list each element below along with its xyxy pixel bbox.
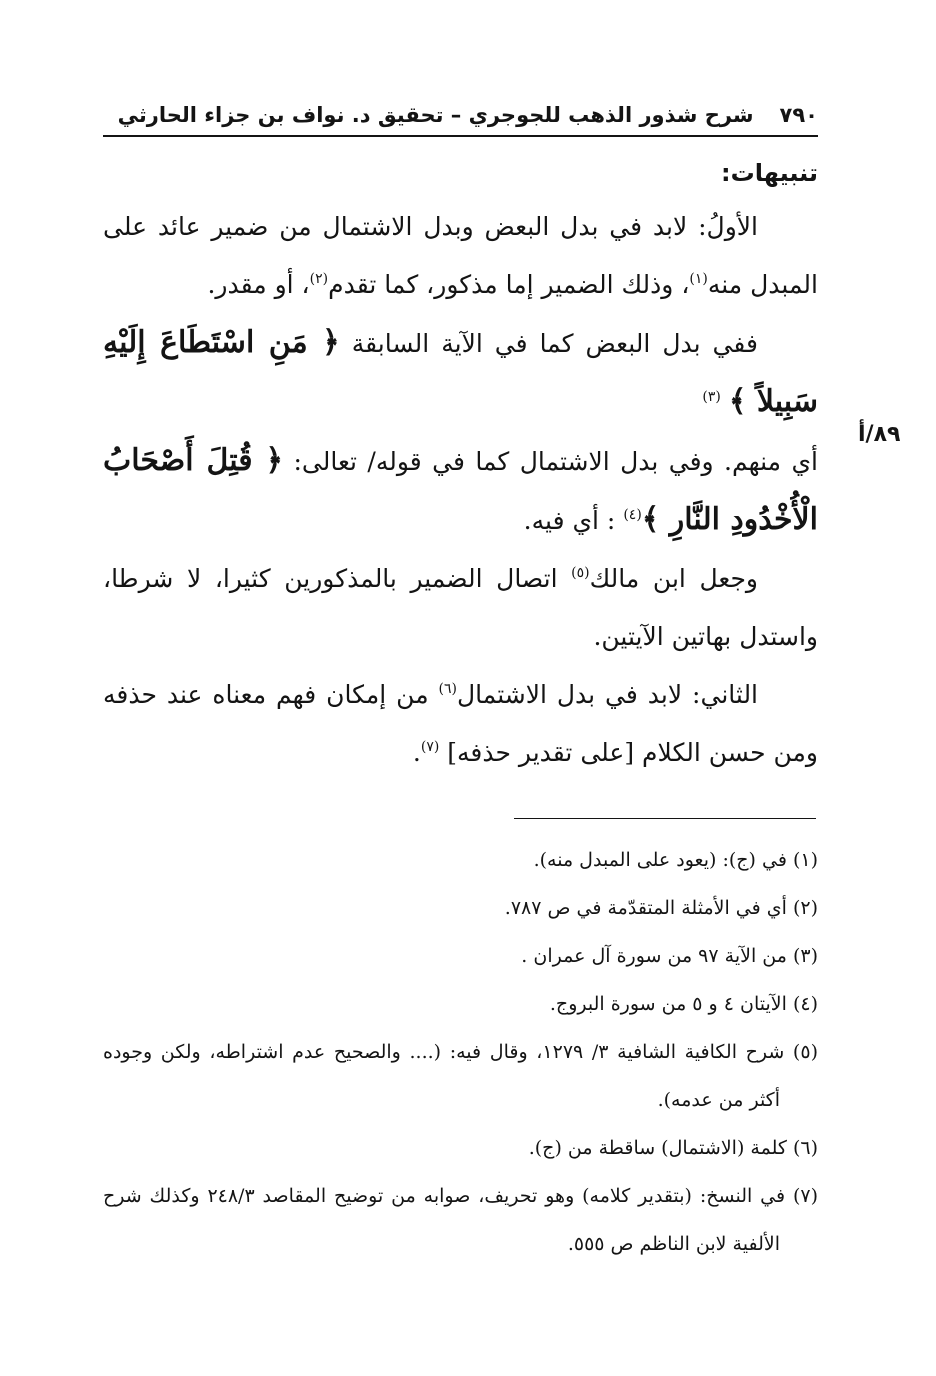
section-title: تنبيهات: xyxy=(721,159,818,187)
footnote-ref-4: (٤) xyxy=(623,507,642,523)
paragraph-partial-substitute: ففي بدل البعض كما في الآية السابقة ﴿ مَنِ اسْتَطَاعَ إِلَيْهِ سَبِيلاً ﴾ $^{(٣)}$ xyxy=(103,325,818,419)
footnote-separator xyxy=(514,818,816,819)
footnote-4: (٤) الآيتان ٤ و ٥ من سورة البروج. xyxy=(549,993,818,1015)
footnote-7: (٧) في النسخ: (بتقدير كلامه) وهو تحريف، صوابه من توضيح المقاصد ٢٤٨/٣ وكذلك شرح الألفية لابن الناظم ص ٥٥٥. xyxy=(103,1185,818,1255)
paragraph-first-note: الأولُ: لابد في بدل البعض وبدل الاشتمال من ضمير عائد على المبدل منه$^{(١)}$، وذلك الضمير إما مذكور، كما تقدم$^{(٢)}$، أو مقدر. xyxy=(103,212,818,299)
footnote-ref-2: (٢) xyxy=(309,271,329,287)
page-header xyxy=(103,95,818,135)
footnotes xyxy=(103,836,818,1268)
footnote-ref-1: (١) xyxy=(689,271,708,287)
footnote-ref-5: (٥) xyxy=(571,565,590,581)
footnote-5: (٥) شرح الكافية الشافية ٣/ ١٢٧٩، وقال فيه: (.... والصحيح عدم اشتراطه، ولكن وجوده أكثر من عدمه). xyxy=(103,1041,818,1111)
paragraph-inclusive-substitute: أي منهم. وفي بدل الاشتمال كما في قوله/ تعالى: ﴿ قُتِلَ أَصْحَابُ الْأُخْدُودِ النَّارِ ﴾$^{(٤)}$ : أي فيه. xyxy=(103,443,818,537)
quran-verse-2: ﴿ قُتِلَ أَصْحَابُ الْأُخْدُودِ النَّارِ ﴾ xyxy=(103,443,818,537)
footnote-3: (٣) من الآية ٩٧ من سورة آل عمران . xyxy=(521,945,818,967)
paragraph-second-note: الثاني: لابد في بدل الاشتمال$^{(٦)}$ من إمكان فهم معناه عند حذفه ومن حسن الكلام [على تقدير حذفه] $^{(٧)}$. xyxy=(103,680,818,767)
page-number: ٧٩٠ xyxy=(779,103,818,127)
manuscript-margin-note: ٨٩/أ xyxy=(858,422,901,447)
footnote-ref-3: (٣) xyxy=(702,389,721,405)
footnote-2: (٢) أي في الأمثلة المتقدّمة في ص ٧٨٧. xyxy=(504,897,818,919)
header-rule xyxy=(103,135,818,137)
footnote-ref-6: (٦) xyxy=(438,681,457,697)
running-title: شرح شذور الذهب للجوجري – تحقيق د. نواف بن جزاء الحارثي xyxy=(117,103,754,127)
paragraph-ibn-malik: وجعل ابن مالك$^{(٥)}$ اتصال الضمير بالمذكورين كثيرا، لا شرطا، واستدل بهاتين الآيتين. xyxy=(103,564,818,651)
footnote-1: (١) في (ج): (يعود على المبدل منه). xyxy=(533,849,818,871)
main-text xyxy=(103,152,818,782)
footnote-6: (٦) كلمة (الاشتمال) ساقطة من (ج). xyxy=(528,1137,818,1159)
footnote-ref-7: (٧) xyxy=(420,739,440,755)
quran-verse-1: ﴿ مَنِ اسْتَطَاعَ إِلَيْهِ سَبِيلاً ﴾ xyxy=(103,325,818,419)
